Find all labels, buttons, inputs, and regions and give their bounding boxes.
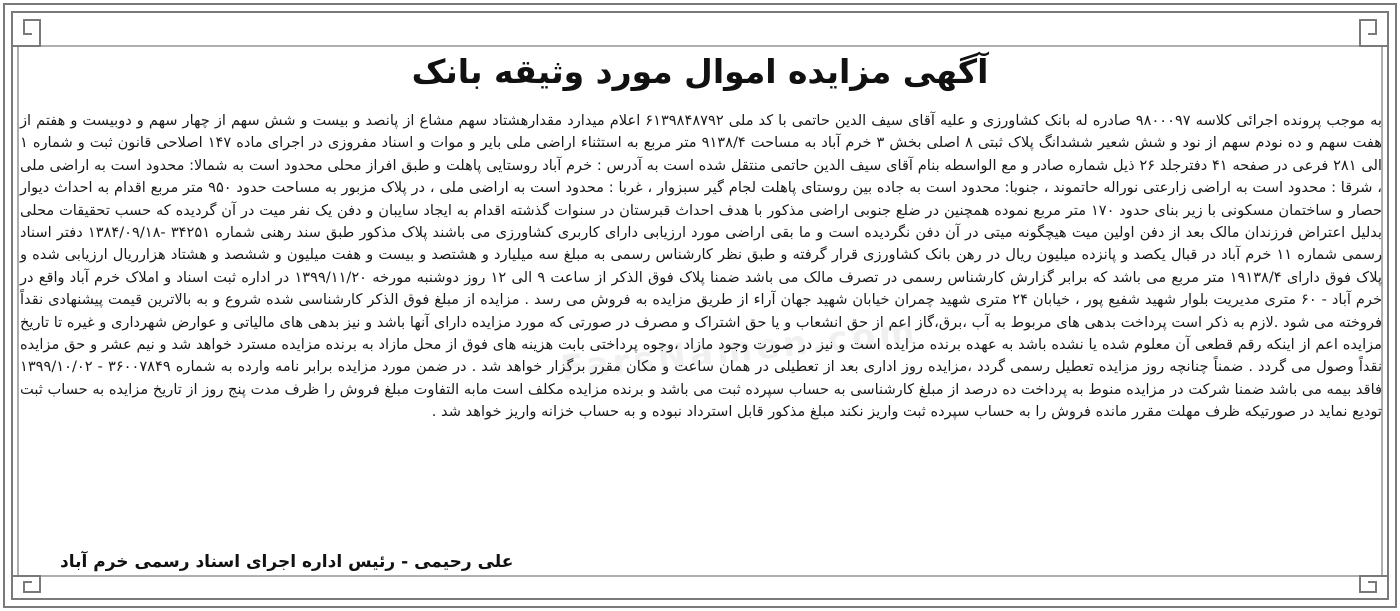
notice-title: آگهی مزایده اموال مورد وثیقه بانک — [411, 52, 989, 91]
notice-signature: علی رحیمی - رئیس اداره اجرای اسناد رسمی خرم آباد — [60, 552, 514, 572]
notice-body-text: به موجب پرونده اجرائی کلاسه ۹۸۰۰۰۹۷ صادره له بانک کشاورزی و علیه آقای سیف الدین حاتمی با کد ملی ۶۱۳۹۸۴۸۷۹۲ اعلام میدارد مقدارهشتاد سهم مشاع از پانصد و بیست و شش سهم از چهار سهم و دوبیست و هفتم از هفت سهم و ده نودم سهم از نود و شش شعیر ششدانگ پلاک ثبتی ۸ اصلی بخش ۳ خرم آباد به مساحت ۹۱۳۸/۴ متر مربع به استثناء اراضی ملی بایر و موات و اسناد مفروزی در اجرای ماده ۱۴۷ اصلاحی قانون ثبت و شماره ۱ الی ۲۸۱ فرعی در صفحه ۴۱ دفترجلد ۲۶ ذیل شماره صادر و مع الواسطه بنام آقای سیف الدین حاتمی منتقل شده است به آدرس : خرم آباد روستایی پاهلت و طبق افراز محلی محدود است به شمالا: محدود است به اراضی ملی ، شرقا : محدود است به اراضی زارعتی نوراله حاتموند ، جنوبا: محدود است به جاده بین روستای پاهلت لجام گیر سبزوار ، غربا : محدود است به اراضی ملی ، در پلاک مزبور به مساحت حدود ۹۵۰ متر مربع اقدام به احداث دیوار حصار و ساختمان مسکونی با زیر بنای حدود ۱۷۰ متر مربع نموده همچنین در ضلع جنوبی اراضی مذکور با هدف احداث قبرستان در سنوات گذشته اقدام به ایجاد سایبان و دفن یک نفر میت در آن گردیده که حسب تحقیقات محلی بدلیل اعتراض فرزندان مالک بعد از دفن اولین میت هیچگونه میتی در آن دفن نگردیده است و ما بقی اراضی مورد ارزیابی دارای کاربری کشاورزی می باشند پلاک مذکور طبق سند رهنی شماره ۳۴۲۵۱ -۱۳۸۴/۰۹/۱۸ دفتر اسناد رسمی شماره ۱۱ خرم آباد در قبال یکصد و پانزده میلیون ریال در رهن بانک کشاورزی قرار گرفته و طبق نظر کارشناس رسمی به مبلغ سه میلیارد و هشتصد و بیست و هفت میلیون و ششصد و هشتاد هزارریال ارزیابی شده و پلاک فوق دارای ۱۹۱۳۸/۴ متر مربع می باشد که برابر گزارش کارشناس رسمی در تصرف مالک می باشد ضمنا پلاک فوق الذکر از ساعت ۹ الی ۱۲ روز دوشنبه مورخه ۱۳۹۹/۱۱/۲۰ در اداره ثبت اسناد و املاک خرم آباد واقع در خرم آباد - ۶۰ متری مدیریت بلوار شهید شفیع پور ، خیابان ۲۴ متری شهید چمران خیابان شهید جهان آراء از طریق مزایده به فروش می رسد . مزایده از مبلغ فوق الذکر کارشناسی شده شروع و به بالاترین قیمت پیشنهادی نقداً فروخته می شود .لازم به ذکر است پرداخت بدهی های مربوط به آب ،برق،گاز اعم از حق انشعاب و یا حق اشتراک و مصرف در صورتی که مورد مزایده دارای آنها باشد و نیز بدهی های مالیاتی و عوارض شهرداری و غیره تا تاریخ مزایده اعم از اینکه رقم قطعی آن معلوم شده یا نشده باشد به عهده برنده مزایده است و نیز در صورت وجود مازاد ،وجوه پرداختی بابت هزینه های فوق از محل مازاد به برنده مزایده مسترد خواهد شد و نیم عشر و حق مزایده نقداً وصول می گردد . ضمناً چنانچه روز مزایده تعطیل رسمی گردد ،مزایده روز اداری بعد از تعطیلی در همان ساعت و مکان مقرر برگزار خواهد شد . در ضمن مورد مزایده برابر نامه وارده به شماره ۳۶۰۰۷۸۴۹ - ۱۳۹۹/۱۰/۰۲ فاقد بیمه می باشد ضمنا شرکت در مزایده منوط به پرداخت ده درصد از مبلغ کارشناسی به حساب سپرده ثبت می باشد و برنده مزایده مکلف است مابه التفاوت مبلغ فروش را ظرف مدت پنج روز از تاریخ مزایده به حساب ثبت تودیع نماید در صورتیکه ظرف مهلت مقرر مانده فروش را به حساب سپرده ثبت واریز نکند مبلغ مذکور قابل استرداد نبوده و به حساب خزانه واریز خواهد شد . — [20, 112, 1382, 421]
watermark-logo: FarsNamen.com — [558, 311, 921, 389]
